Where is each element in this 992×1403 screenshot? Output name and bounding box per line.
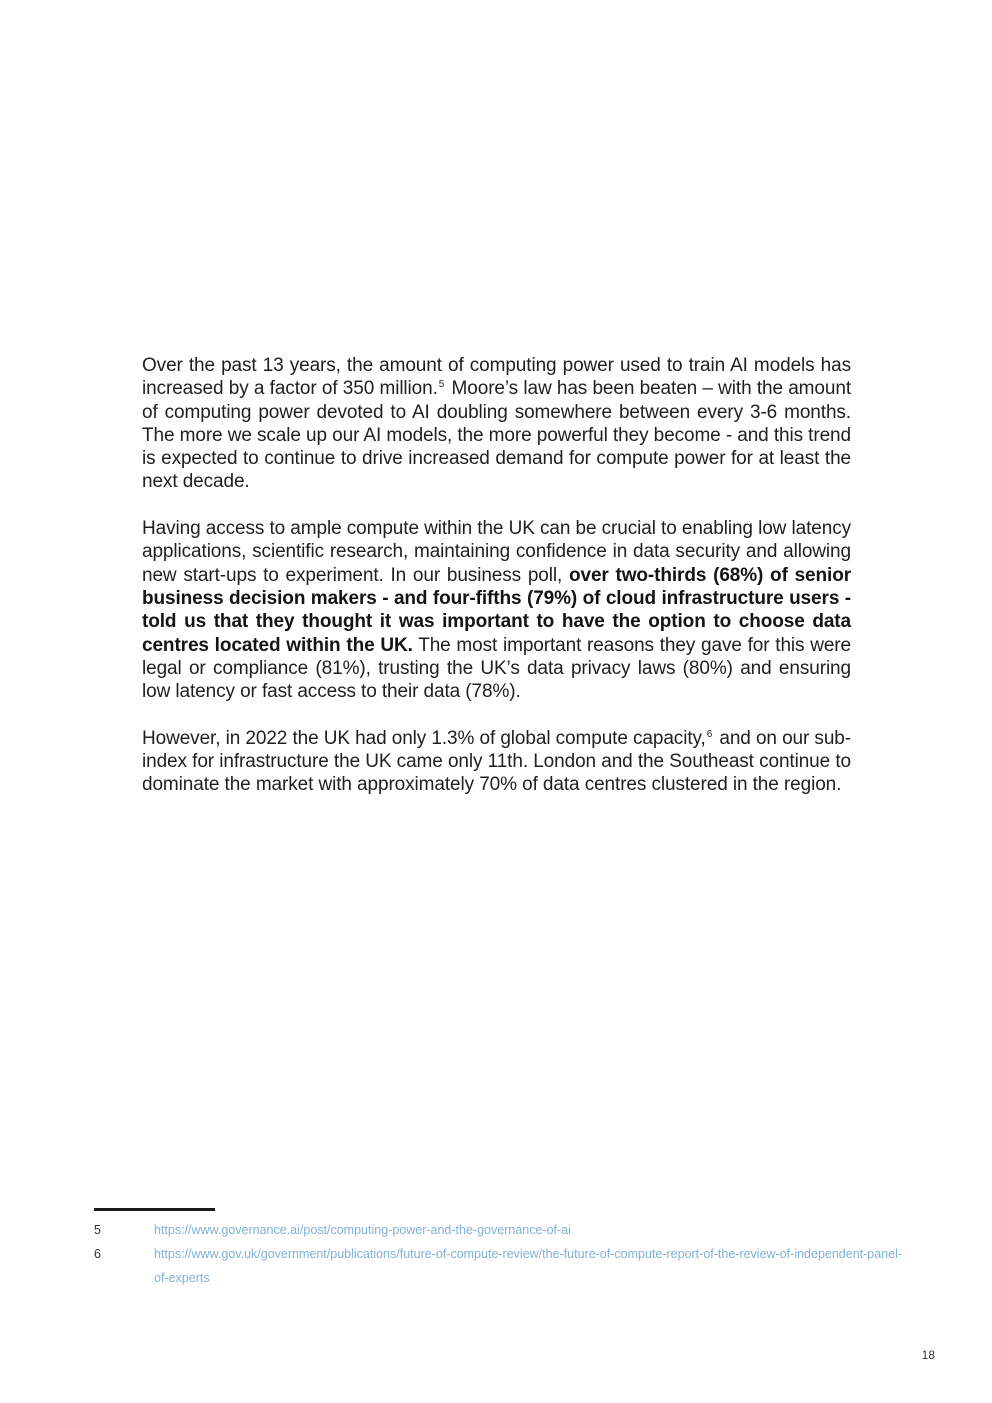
- paragraph-text: Moore’s law has been beaten – with the amount of computing power devoted to AI doubling somewhere between every 3-6 months. The more we scale up our AI models, the more powerful they become - and this trend is expected to continue to drive increased demand for compute power for at least the next decade.: [142, 378, 851, 493]
- paragraph-bold-highlight: over two-thirds (68%) of senior business decision makers - and four-fifths (79%) of cloud infrastructure users - told us that they thought it was important to have the option to choose data centres located within the UK.: [142, 564, 851, 656]
- page-number: 18: [921, 1348, 935, 1362]
- paragraph-text: Having access to ample compute within the UK can be crucial to enabling low latency applications, scientific research, maintaining confidence in data security and allowing new start-ups to experiment. In our business poll,: [142, 518, 851, 586]
- footnote-number: 5: [94, 1223, 101, 1237]
- paragraph-text: However, in 2022 the UK had only 1.3% of global compute capacity,: [142, 727, 706, 749]
- paragraph-compute-growth: [142, 354, 851, 494]
- footnote-ref-5[interactable]: 5: [438, 379, 445, 391]
- footnote-link[interactable]: https://www.governance.ai/post/computing-power-and-the-governance-of-ai: [154, 1223, 571, 1237]
- footnote-number: 6: [94, 1247, 101, 1261]
- footnote-divider: [94, 1208, 215, 1211]
- paragraph-uk-compute-access: [142, 517, 851, 703]
- paragraph-text: The most important reasons they gave for this were legal or compliance (81%), trusting the UK’s data privacy laws (80%) and ensuring low latency or fast access to their data (78%).: [142, 634, 852, 703]
- footnotes: [94, 1218, 914, 1290]
- footnote-5: [94, 1218, 914, 1242]
- paragraph-uk-capacity: [142, 727, 851, 797]
- body-text: [142, 354, 851, 820]
- footnote-6: [94, 1242, 914, 1290]
- footnote-link[interactable]: https://www.gov.uk/government/publications/future-of-compute-review/the-future-of-compute-report-of-the-review-of-independent-panel-of-experts: [154, 1247, 903, 1285]
- paragraph-text: Over the past 13 years, the amount of computing power used to train AI models has increased by a factor of 350 million.: [142, 355, 851, 400]
- paragraph-text: and on our sub-index for infrastructure the UK came only 11th. London and the Southeast continue to dominate the market with approximately 70% of data centres clustered in the region.: [142, 727, 851, 796]
- footnote-ref-6[interactable]: 6: [706, 728, 713, 740]
